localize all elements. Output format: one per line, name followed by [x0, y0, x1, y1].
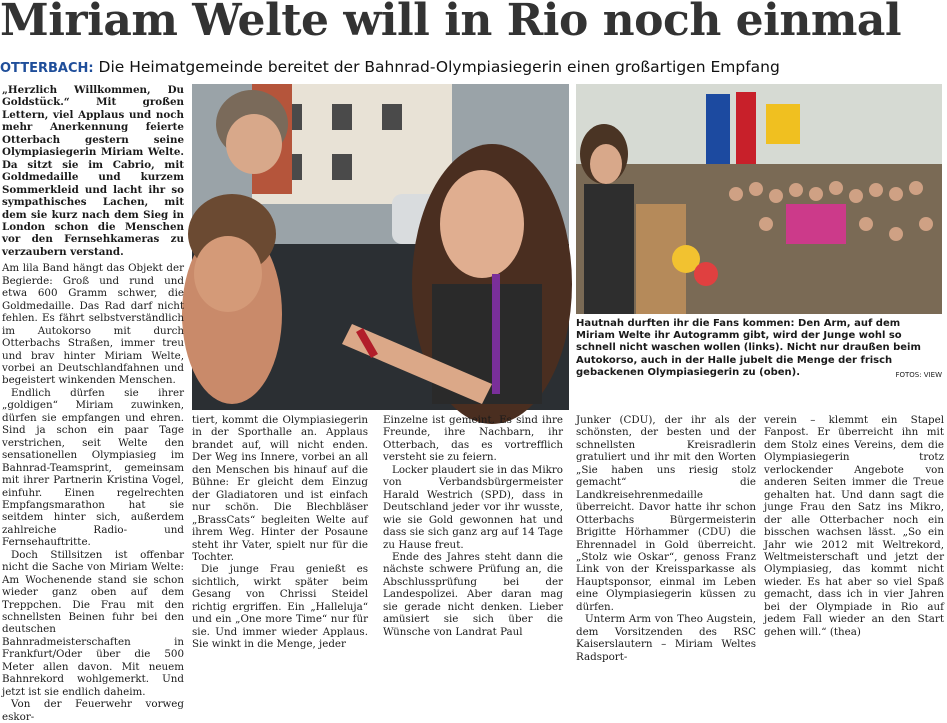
article-column-3: [383, 414, 563, 638]
article-paragraph: Unterm Arm von Theo Augstein, dem Vorsitzenden des RSC Kaiserslautern – Miriam Weltes Radsport-: [576, 613, 756, 663]
article-paragraph: tiert, kommt die Olympiasiegerin in der Sporthalle an. Applaus brandet auf, will nicht enden. Der Weg ins Innere, vorbei an all den Menschen bis hinauf auf die Bühne: Er gleicht dem Einzug der Gladiatoren und ist einfach nur schön. Die Blechbläser „BrassCats“ begleiten Welte auf ihrem Weg. Hinter der Posaune steht ihr Vater, spielt nur für die Tochter.: [192, 414, 368, 563]
article-paragraph: Ende des Jahres steht dann die nächste schwere Prüfung an, die Abschlussprüfung bei der Landespolizei. Aber daran mag sie gerade nicht denken. Lieber amüsiert sie sich über die Wünsche von Landrat Paul: [383, 550, 563, 638]
article-column-5: [764, 414, 944, 638]
article-column-1: [2, 84, 184, 723]
article-paragraph: Doch Stillsitzen ist offenbar nicht die Sache von Miriam Welte: Am Wochenende stand sie schon wieder ganz oben auf dem Treppchen. Die Frau mit den schnellsten Beinen fuhr bei den deutschen Bahnradmeisterschaften in Frankfurt/Oder über die 500 Meter allen davon. Mit neuem Bahnrekord wohlgemerkt. Und jetzt ist sie endlich daheim.: [2, 548, 184, 698]
article-paragraph: verein – klemmt ein Stapel Fanpost. Er überreicht ihn mit dem Stolz eines Vereins, dem die Olympiasiegerin trotz verlockender Angebote von anderen Seiten immer die Treue gehalten hat. Und dann sagt die junge Frau den Satz ins Mikro, der alle Otterbacher noch ein bisschen wachsen lässt. „So ein Jahr wie 2012 mit Weltrekord, Weltmeisterschaft und jetzt der Olympiasieg, das kommt nicht wieder. Es hat aber so viel Spaß gemacht, dass ich in vier Jahren bei der Olympiade in Rio auf jedem Fall wieder an den Start gehen will.“ (thea): [764, 414, 944, 638]
subheadline: [0, 56, 947, 78]
headline: Miriam Welte will in Rio noch einmal: [0, 0, 902, 46]
photo-caption: [576, 318, 942, 381]
photo-hall: [576, 84, 942, 314]
photo-hall-image: [576, 84, 942, 314]
caption-text: Hautnah durften ihr die Fans kommen: Den Arm, auf dem Miriam Welte ihr Autogramm gibt, wird der Junge wohl so schnell nicht waschen wollen (links). Nicht nur draußen beim Autokorso, auch in der Halle jubelt die Menge der frisch gebackenen Olympiasiegerin zu (oben).: [576, 318, 921, 378]
article-paragraph: Einzelne ist gemeint. Es sind ihre Freunde, ihre Nachbarn, ihr Otterbach, das es vortrefflich versteht sie zu feiern.: [383, 414, 563, 464]
article-column-2: [192, 414, 368, 651]
article-paragraph: Die junge Frau genießt es sichtlich, wirkt später beim Gesang von Chrissi Steidel richtig ergriffen. Ein „Halleluja“ und ein „One more Time“ nur für sie. Und immer wieder Applaus. Sie winkt in die Menge, jeder: [192, 563, 368, 651]
article-paragraph: Locker plaudert sie in das Mikro von Verbandsbürgermeister Harald Westrich (SPD), dass in Deutschland jeder vor ihr wusste, wie sie Gold gewonnen hat und dass sie sich ganz arg auf 14 Tage zu Hause freut.: [383, 463, 563, 551]
article-column-4: [576, 414, 756, 663]
article-paragraph: Am lila Band hängt das Objekt der Begierde: Groß und rund und etwa 600 Gramm schwer, die Goldmedaille. Das Rad darf nicht fehlen. Es fährt selbstverständlich im Autokorso mit durch Otterbachs Straßen, immer treu und brav hinter Miriam Welte, vorbei an Deutschlandfahnen und begeistert winkenden Menschen.: [2, 262, 184, 387]
kicker: OTTERBACH:: [0, 61, 94, 76]
photo-credit: FOTOS: VIEW: [895, 370, 942, 379]
photo-autograph: [192, 84, 569, 410]
article-lead: „Herzlich Willkommen, Du Goldstück.“ Mit großen Lettern, viel Applaus und noch mehr Anerkennung feierte Otterbach gestern seine Olympiasiegerin Miriam Welte. Da sitzt sie im Cabrio, mit Goldmedaille und kurzem Sommerkleid und lacht ihr so sympathisches Lachen, mit dem sie kurz nach dem Sieg in London schon die Menschen vor den Fernsehkameras zu verzaubern verstand.: [2, 84, 184, 258]
photo-autograph-image: [192, 84, 569, 410]
article-paragraph: Endlich dürfen sie ihrer „goldigen“ Miriam zuwinken, dürfen sie empfangen und ehren. Sind ja schon ein paar Tage verstrichen, seit Welte den sensationellen Olympiasieg im Bahnrad-Teamsprint, gemeinsam mit ihrer Partnerin Kristina Vogel, einfuhr. Einen regelrechten Empfangsmarathon hat sie seitdem hinter sich, außerdem zahlreiche Radio- und Fernsehauftritte.: [2, 386, 184, 549]
article-paragraph: Von der Feuerwehr vorweg eskor-: [2, 698, 184, 723]
article-paragraph: Junker (CDU), der ihr als der schönsten, der besten und der schnellsten Kreisradlerin gratuliert und ihr mit den Worten „Sie haben uns riesig stolz gemacht“ die Landkreisehrenmedaille überreicht. Davor hatte ihr schon Otterbachs Bürgermeisterin Brigitte Hörhammer (CDU) die Ehrennadel in Gold überreicht. „Stolz wie Oskar“, genoss Franz Link von der Kreissparkasse als Hauptsponsor, einmal im Leben eine Olympiasiegerin küssen zu dürfen.: [576, 414, 756, 613]
subheadline-text: Die Heimatgemeinde bereitet der Bahnrad-Olympiasiegerin einen großartigen Empfang: [98, 58, 780, 76]
